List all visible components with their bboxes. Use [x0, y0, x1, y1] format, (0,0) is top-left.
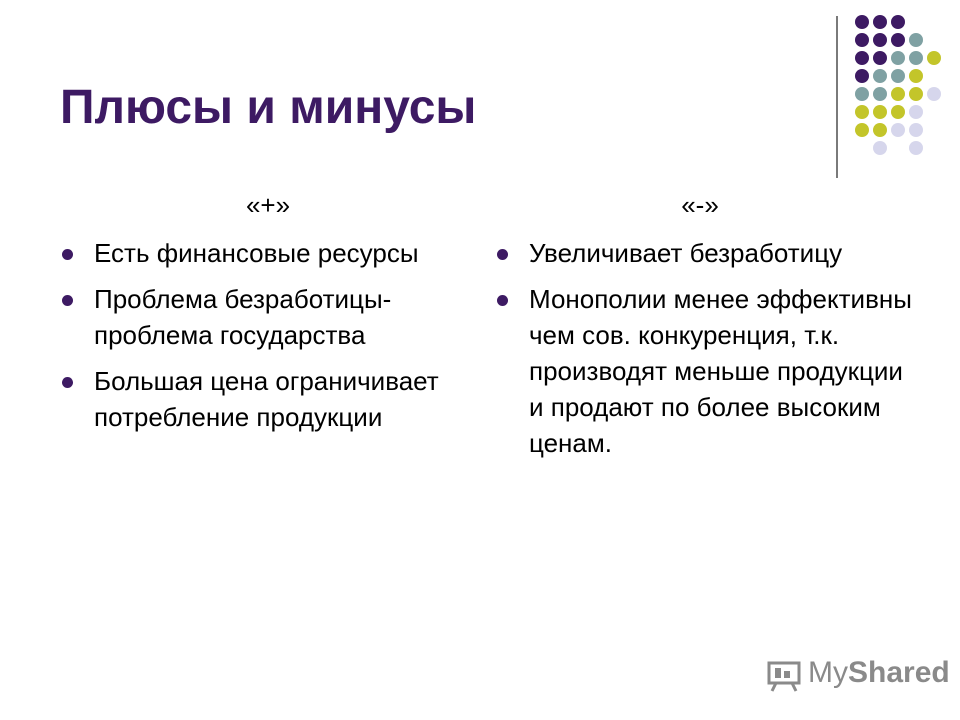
decorative-divider: [836, 16, 838, 178]
decorative-dot: [873, 15, 887, 29]
watermark-suffix: Shared: [848, 656, 950, 689]
decorative-dot: [855, 105, 869, 119]
bullet-icon: [62, 249, 73, 260]
list-item: [60, 363, 460, 435]
pros-column: [60, 190, 460, 445]
decorative-dot: [855, 51, 869, 65]
list-item: [495, 281, 915, 461]
decorative-dot: [873, 105, 887, 119]
decorative-dot: [909, 87, 923, 101]
decorative-dot: [855, 33, 869, 47]
list-item: [495, 235, 915, 271]
bullet-icon: [62, 295, 73, 306]
list-item-text: Увеличивает безработицу: [529, 238, 843, 268]
decorative-dot: [873, 69, 887, 83]
decorative-dot: [927, 87, 941, 101]
decorative-dot: [891, 123, 905, 137]
cons-column: [495, 190, 915, 471]
pros-list: [60, 235, 460, 435]
bullet-icon: [497, 295, 508, 306]
decorative-dot: [891, 15, 905, 29]
watermark-logo: [808, 656, 950, 690]
decorative-dot: [891, 105, 905, 119]
decorative-dot: [873, 33, 887, 47]
decorative-dot: [873, 87, 887, 101]
decorative-dot: [927, 51, 941, 65]
watermark-prefix: My: [808, 656, 848, 689]
cons-heading: «-»: [681, 190, 719, 220]
list-item: [60, 235, 460, 271]
cons-list: [495, 235, 915, 461]
pros-heading: «+»: [245, 190, 291, 220]
decorative-dot: [909, 141, 923, 155]
decorative-dot: [909, 105, 923, 119]
decorative-dot: [873, 141, 887, 155]
decorative-dot: [855, 69, 869, 83]
list-item-text: Есть финансовые ресурсы: [94, 238, 419, 268]
decorative-dot: [891, 51, 905, 65]
decorative-dot: [855, 123, 869, 137]
list-item-text: Проблема безработицы-проблема государства: [94, 284, 392, 350]
bullet-icon: [62, 377, 73, 388]
decorative-dot: [855, 87, 869, 101]
decorative-dot: [891, 87, 905, 101]
decorative-dot: [909, 51, 923, 65]
decorative-dot: [873, 123, 887, 137]
decorative-dot: [855, 15, 869, 29]
bullet-icon: [497, 249, 508, 260]
decorative-dot: [891, 69, 905, 83]
list-item-text: Монополии менее эффективны чем сов. конкуренция, т.к. производят меньше продукции и продают по более высоким ценам.: [529, 284, 912, 458]
decorative-dot: [891, 33, 905, 47]
list-item: [60, 281, 460, 353]
decorative-dot: [873, 51, 887, 65]
slide-title: Плюсы и минусы: [60, 81, 477, 134]
decorative-dot: [909, 33, 923, 47]
presentation-board-icon: [766, 660, 802, 692]
list-item-text: Большая цена ограничивает потребление продукции: [94, 366, 439, 432]
decorative-dot: [909, 123, 923, 137]
decorative-dot: [909, 69, 923, 83]
